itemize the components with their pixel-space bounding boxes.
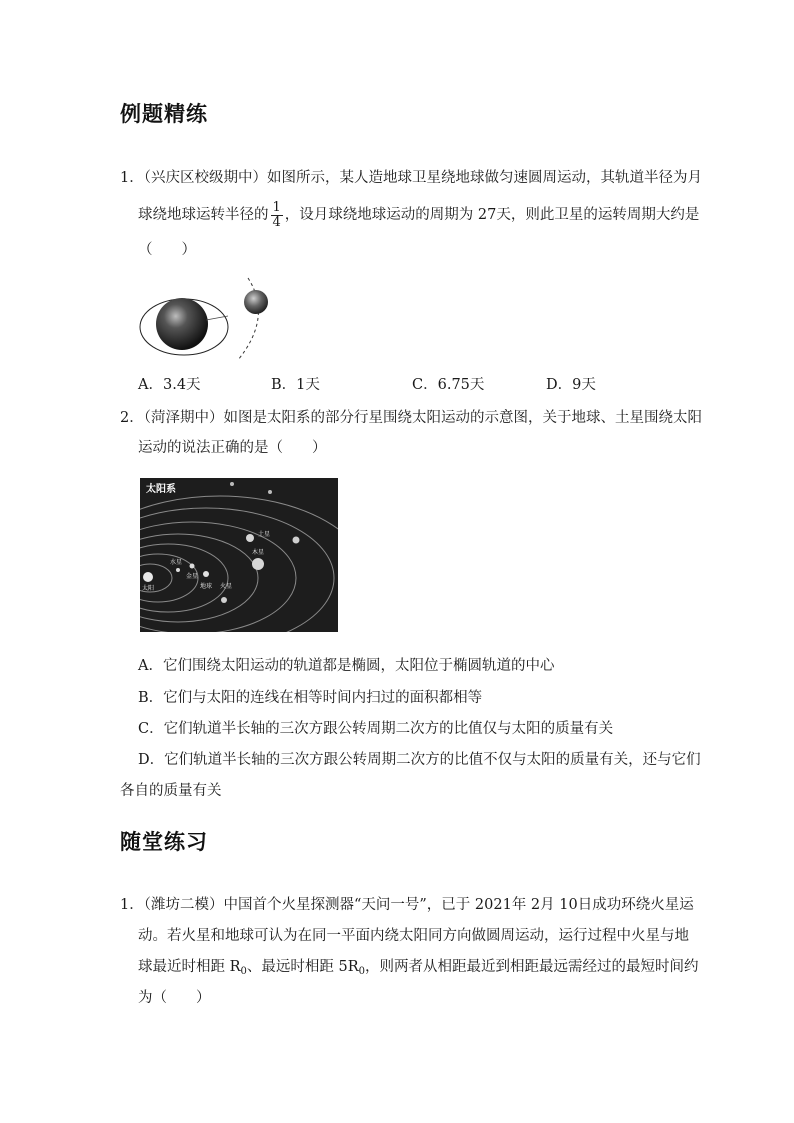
option-text: 1天 <box>296 377 320 393</box>
planet-saturn <box>246 534 254 542</box>
option-key: B． <box>138 690 164 706</box>
practice-question-1-line-3 <box>138 957 699 982</box>
planet-outer-1 <box>293 537 300 544</box>
fraction <box>271 201 283 230</box>
fraction-denominator: 4 <box>272 214 281 230</box>
radius-line <box>206 316 228 320</box>
answer-paren: （ ） <box>138 242 196 258</box>
question-1-line-1 <box>120 168 702 188</box>
option-d-continued: 各自的质量有关 <box>120 783 222 799</box>
label-venus: 金星 <box>186 573 199 580</box>
label-jupiter: 木星 <box>252 549 265 556</box>
question-text: ，设月球绕地球运动的周期为 27天，则此卫星的运转周期大约是 <box>284 207 700 223</box>
option-key: C． <box>412 377 438 393</box>
question-1-line-2 <box>138 200 699 230</box>
question-text: 、最远时相距 5R <box>246 959 359 975</box>
question-text: 球绕地球运转半径的 <box>138 207 269 223</box>
option-text: 它们轨道半长轴的三次方跟公转周期二次方的比值仅与太阳的质量有关 <box>163 721 614 737</box>
practice-question-1-line-1 <box>120 895 694 915</box>
option-c <box>138 719 613 739</box>
planet-jupiter <box>252 558 264 570</box>
question-text: 球最近时相距 R <box>138 959 241 975</box>
option-a <box>138 375 201 395</box>
practice-question-1-line-4: 为（ ） <box>138 990 211 1006</box>
label-earth: 地球 <box>200 583 213 590</box>
option-c <box>412 375 484 395</box>
option-key: D． <box>138 752 165 768</box>
option-text: 它们与太阳的连线在相等时间内扫过的面积都相等 <box>163 690 483 706</box>
figure-title: 太阳系 <box>146 484 176 495</box>
option-key: C． <box>138 721 164 737</box>
option-b <box>138 688 482 708</box>
planet-mars <box>221 597 227 603</box>
fraction-numerator: 1 <box>272 199 281 215</box>
earth <box>156 298 208 350</box>
option-key: D． <box>546 377 573 393</box>
question-text: （菏泽期中）如图是太阳系的部分行星围绕太阳运动的示意图，关于地球、土星围绕太阳 <box>143 410 702 426</box>
label-sun: 太阳 <box>142 585 155 592</box>
question-number: 1． <box>120 897 144 913</box>
moon <box>244 290 268 314</box>
option-b <box>271 375 320 395</box>
section-title-examples: 例题精练 <box>120 102 208 126</box>
practice-question-1-line-2: 动。若火星和地球可认为在同一平面内绕太阳同方向做圆周运动，运行过程中火星与地 <box>138 928 689 944</box>
question-text: （兴庆区校级期中）如图所示，某人造地球卫星绕地球做匀速圆周运动，其轨道半径为月 <box>143 170 702 186</box>
question-number: 2． <box>120 410 144 426</box>
option-text: 它们轨道半长轴的三次方跟公转周期二次方的比值不仅与太阳的质量有关，还与它们 <box>164 752 701 768</box>
option-text: 它们围绕太阳运动的轨道都是椭圆，太阳位于椭圆轨道的中心 <box>162 658 555 674</box>
option-d <box>546 375 596 395</box>
option-d <box>138 750 701 770</box>
option-text: 3.4天 <box>162 377 201 393</box>
question-number: 1． <box>120 170 144 186</box>
option-key: A． <box>138 377 163 393</box>
planet-mercury <box>176 568 180 572</box>
option-key: B． <box>271 377 297 393</box>
satellite-orbit-figure <box>138 272 278 364</box>
option-a <box>138 656 554 676</box>
option-text: 9天 <box>572 377 596 393</box>
planet-outer-2 <box>230 482 234 486</box>
label-mars: 火星 <box>220 583 233 590</box>
solar-system-figure <box>140 478 338 632</box>
option-key: A． <box>138 658 163 674</box>
section-title-practice: 随堂练习 <box>120 830 208 854</box>
subscript: 0 <box>358 966 366 977</box>
planet-outer-3 <box>268 490 272 494</box>
question-text: （潍坊二模）中国首个火星探测器“天问一号”，已于 2021年 2月 10日成功环绕火星运 <box>143 897 694 913</box>
label-mercury: 水星 <box>170 559 183 566</box>
planet-venus <box>190 564 195 569</box>
option-text: 6.75天 <box>437 377 485 393</box>
question-2-line-1 <box>120 408 702 428</box>
subscript: 0 <box>240 966 247 977</box>
question-text: ，则两者从相距最近到相距最远需经过的最短时间约 <box>365 959 699 975</box>
planet-earth <box>203 571 209 577</box>
label-saturn: 土星 <box>258 531 271 538</box>
sun <box>143 572 153 582</box>
question-2-line-2: 运动的说法正确的是（ ） <box>138 440 327 456</box>
